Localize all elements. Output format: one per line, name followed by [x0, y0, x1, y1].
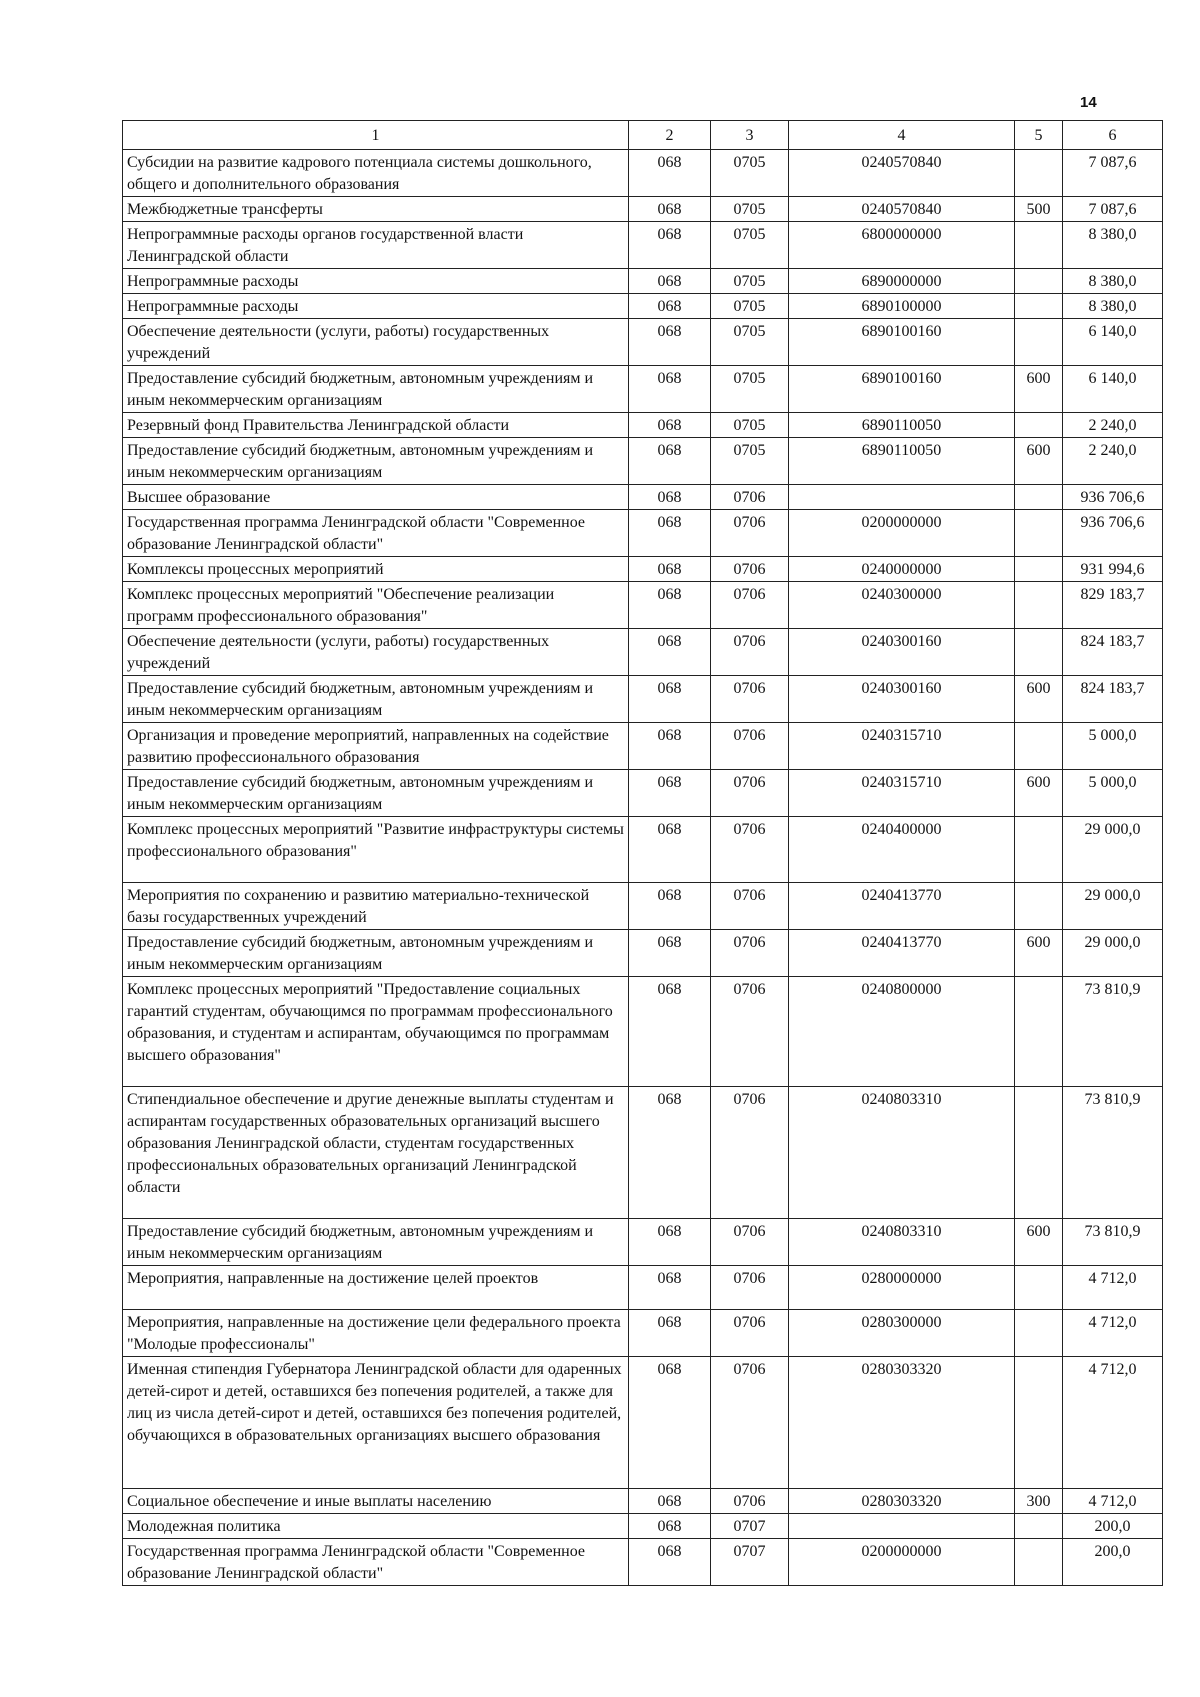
cell-name: Предоставление субсидий бюджетным, автономным учреждениям и иным некоммерческим организациям — [123, 770, 629, 817]
cell-sum: 29 000,0 — [1063, 930, 1163, 977]
cell-grbs: 068 — [629, 222, 711, 269]
table-row — [123, 1219, 1163, 1266]
cell-section: 0706 — [711, 1489, 789, 1514]
table-row — [123, 930, 1163, 977]
cell-expense-type — [1015, 1539, 1063, 1586]
cell-expense-type: 600 — [1015, 438, 1063, 485]
table-row — [123, 1539, 1163, 1586]
cell-section: 0706 — [711, 1310, 789, 1357]
cell-section: 0706 — [711, 557, 789, 582]
cell-target: 0280303320 — [789, 1357, 1015, 1489]
cell-expense-type — [1015, 269, 1063, 294]
cell-grbs: 068 — [629, 1219, 711, 1266]
cell-target: 6890100000 — [789, 294, 1015, 319]
cell-expense-type — [1015, 629, 1063, 676]
table-row — [123, 817, 1163, 883]
cell-grbs: 068 — [629, 269, 711, 294]
cell-section: 0705 — [711, 150, 789, 197]
cell-grbs: 068 — [629, 557, 711, 582]
table-row — [123, 582, 1163, 629]
cell-name: Комплекс процессных мероприятий "Обеспечение реализации программ профессионального образования" — [123, 582, 629, 629]
cell-target: 0240803310 — [789, 1087, 1015, 1219]
cell-grbs: 068 — [629, 770, 711, 817]
cell-name: Комплекс процессных мероприятий "Предоставление социальных гарантий студентам, обучающимся по программам профессионального образования, и студентам и аспирантам, обучающимся по программам высшего образования" — [123, 977, 629, 1087]
cell-grbs: 068 — [629, 438, 711, 485]
cell-target — [789, 1514, 1015, 1539]
cell-name: Резервный фонд Правительства Ленинградской области — [123, 413, 629, 438]
cell-name: Высшее образование — [123, 485, 629, 510]
cell-section: 0706 — [711, 676, 789, 723]
cell-target: 0240400000 — [789, 817, 1015, 883]
cell-target: 0200000000 — [789, 510, 1015, 557]
cell-target: 0280300000 — [789, 1310, 1015, 1357]
cell-name: Предоставление субсидий бюджетным, автономным учреждениям и иным некоммерческим организациям — [123, 438, 629, 485]
cell-expense-type — [1015, 723, 1063, 770]
table-row — [123, 510, 1163, 557]
cell-section: 0706 — [711, 629, 789, 676]
cell-sum: 5 000,0 — [1063, 723, 1163, 770]
cell-grbs: 068 — [629, 629, 711, 676]
table-row — [123, 629, 1163, 676]
table-row — [123, 723, 1163, 770]
cell-sum: 8 380,0 — [1063, 269, 1163, 294]
cell-sum: 824 183,7 — [1063, 629, 1163, 676]
cell-sum: 936 706,6 — [1063, 485, 1163, 510]
cell-target — [789, 485, 1015, 510]
cell-expense-type: 600 — [1015, 676, 1063, 723]
cell-sum: 6 140,0 — [1063, 319, 1163, 366]
cell-target: 0240000000 — [789, 557, 1015, 582]
cell-grbs: 068 — [629, 1310, 711, 1357]
cell-sum: 73 810,9 — [1063, 1219, 1163, 1266]
cell-expense-type — [1015, 510, 1063, 557]
cell-expense-type — [1015, 150, 1063, 197]
cell-grbs: 068 — [629, 676, 711, 723]
cell-grbs: 068 — [629, 817, 711, 883]
cell-section: 0706 — [711, 770, 789, 817]
cell-sum: 6 140,0 — [1063, 366, 1163, 413]
table-row — [123, 222, 1163, 269]
cell-expense-type — [1015, 222, 1063, 269]
cell-name: Социальное обеспечение и иные выплаты населению — [123, 1489, 629, 1514]
cell-name: Обеспечение деятельности (услуги, работы) государственных учреждений — [123, 629, 629, 676]
cell-sum: 73 810,9 — [1063, 1087, 1163, 1219]
cell-sum: 7 087,6 — [1063, 197, 1163, 222]
cell-name: Предоставление субсидий бюджетным, автономным учреждениям и иным некоммерческим организациям — [123, 366, 629, 413]
table-row — [123, 197, 1163, 222]
cell-sum: 7 087,6 — [1063, 150, 1163, 197]
cell-expense-type — [1015, 294, 1063, 319]
cell-section: 0706 — [711, 582, 789, 629]
cell-name: Стипендиальное обеспечение и другие денежные выплаты студентам и аспирантам государственных образовательных организаций высшего образования Ленинградской области, студентам государственных профессиональных образовательных организаций Ленинградской области — [123, 1087, 629, 1219]
cell-target: 6890100160 — [789, 319, 1015, 366]
table-row — [123, 557, 1163, 582]
cell-section: 0705 — [711, 413, 789, 438]
cell-section: 0705 — [711, 294, 789, 319]
cell-section: 0706 — [711, 1266, 789, 1310]
cell-grbs: 068 — [629, 197, 711, 222]
cell-section: 0707 — [711, 1514, 789, 1539]
table-row — [123, 1310, 1163, 1357]
cell-grbs: 068 — [629, 883, 711, 930]
cell-target: 6890000000 — [789, 269, 1015, 294]
cell-sum: 73 810,9 — [1063, 977, 1163, 1087]
cell-target: 6890100160 — [789, 366, 1015, 413]
cell-sum: 200,0 — [1063, 1514, 1163, 1539]
cell-target: 0200000000 — [789, 1539, 1015, 1586]
cell-section: 0705 — [711, 319, 789, 366]
cell-name: Предоставление субсидий бюджетным, автономным учреждениям и иным некоммерческим организациям — [123, 1219, 629, 1266]
cell-sum: 824 183,7 — [1063, 676, 1163, 723]
cell-section: 0706 — [711, 817, 789, 883]
cell-name: Субсидии на развитие кадрового потенциала системы дошкольного, общего и дополнительного образования — [123, 150, 629, 197]
table-header-row — [123, 121, 1163, 150]
cell-target: 6890110050 — [789, 413, 1015, 438]
budget-table — [122, 120, 1163, 1586]
cell-section: 0706 — [711, 1219, 789, 1266]
cell-section: 0706 — [711, 883, 789, 930]
cell-sum: 8 380,0 — [1063, 294, 1163, 319]
cell-target: 0240570840 — [789, 150, 1015, 197]
cell-name: Предоставление субсидий бюджетным, автономным учреждениям и иным некоммерческим организациям — [123, 930, 629, 977]
cell-grbs: 068 — [629, 1489, 711, 1514]
cell-grbs: 068 — [629, 723, 711, 770]
cell-grbs: 068 — [629, 1514, 711, 1539]
cell-expense-type: 300 — [1015, 1489, 1063, 1514]
table-row — [123, 366, 1163, 413]
cell-sum: 936 706,6 — [1063, 510, 1163, 557]
cell-sum: 4 712,0 — [1063, 1489, 1163, 1514]
cell-expense-type — [1015, 1087, 1063, 1219]
cell-name: Государственная программа Ленинградской области "Современное образование Ленинградской области" — [123, 1539, 629, 1586]
cell-target: 0240300000 — [789, 582, 1015, 629]
header-col-5: 5 — [1015, 121, 1063, 150]
cell-name: Непрограммные расходы — [123, 269, 629, 294]
cell-grbs: 068 — [629, 1357, 711, 1489]
header-col-3: 3 — [711, 121, 789, 150]
cell-name: Мероприятия, направленные на достижение цели федерального проекта "Молодые профессионалы" — [123, 1310, 629, 1357]
cell-section: 0706 — [711, 1357, 789, 1489]
cell-name: Предоставление субсидий бюджетным, автономным учреждениям и иным некоммерческим организациям — [123, 676, 629, 723]
cell-sum: 8 380,0 — [1063, 222, 1163, 269]
cell-expense-type — [1015, 413, 1063, 438]
cell-grbs: 068 — [629, 1266, 711, 1310]
cell-name: Комплекс процессных мероприятий "Развитие инфраструктуры системы профессионального образования" — [123, 817, 629, 883]
cell-grbs: 068 — [629, 413, 711, 438]
cell-grbs: 068 — [629, 319, 711, 366]
cell-name: Непрограммные расходы органов государственной власти Ленинградской области — [123, 222, 629, 269]
table-row — [123, 1087, 1163, 1219]
cell-target: 0240413770 — [789, 883, 1015, 930]
page-number: 14 — [1080, 94, 1097, 111]
cell-target: 0240300160 — [789, 629, 1015, 676]
cell-section: 0706 — [711, 1087, 789, 1219]
cell-grbs: 068 — [629, 294, 711, 319]
cell-expense-type: 600 — [1015, 366, 1063, 413]
cell-grbs: 068 — [629, 582, 711, 629]
table-row — [123, 676, 1163, 723]
cell-expense-type — [1015, 977, 1063, 1087]
cell-section: 0706 — [711, 485, 789, 510]
cell-expense-type — [1015, 319, 1063, 366]
cell-section: 0706 — [711, 977, 789, 1087]
cell-sum: 4 712,0 — [1063, 1310, 1163, 1357]
table-row — [123, 269, 1163, 294]
cell-target: 0280000000 — [789, 1266, 1015, 1310]
cell-name: Обеспечение деятельности (услуги, работы) государственных учреждений — [123, 319, 629, 366]
cell-expense-type: 600 — [1015, 1219, 1063, 1266]
table-row — [123, 485, 1163, 510]
cell-section: 0705 — [711, 269, 789, 294]
cell-expense-type — [1015, 883, 1063, 930]
cell-name: Комплексы процессных мероприятий — [123, 557, 629, 582]
cell-name: Мероприятия по сохранению и развитию материально-технической базы государственных учреждений — [123, 883, 629, 930]
header-col-2: 2 — [629, 121, 711, 150]
table-row — [123, 413, 1163, 438]
cell-grbs: 068 — [629, 510, 711, 557]
table-row — [123, 1266, 1163, 1310]
cell-sum: 4 712,0 — [1063, 1266, 1163, 1310]
header-col-1: 1 — [123, 121, 629, 150]
cell-expense-type — [1015, 1514, 1063, 1539]
cell-target: 0240300160 — [789, 676, 1015, 723]
cell-section: 0706 — [711, 723, 789, 770]
table-row — [123, 1489, 1163, 1514]
cell-sum: 200,0 — [1063, 1539, 1163, 1586]
cell-section: 0706 — [711, 510, 789, 557]
cell-name: Непрограммные расходы — [123, 294, 629, 319]
cell-expense-type — [1015, 582, 1063, 629]
cell-target: 0240315710 — [789, 770, 1015, 817]
cell-target: 6800000000 — [789, 222, 1015, 269]
cell-grbs: 068 — [629, 366, 711, 413]
cell-section: 0707 — [711, 1539, 789, 1586]
cell-expense-type: 600 — [1015, 770, 1063, 817]
cell-grbs: 068 — [629, 485, 711, 510]
cell-sum: 829 183,7 — [1063, 582, 1163, 629]
cell-name: Межбюджетные трансферты — [123, 197, 629, 222]
cell-target: 0240570840 — [789, 197, 1015, 222]
cell-section: 0705 — [711, 366, 789, 413]
cell-sum: 29 000,0 — [1063, 817, 1163, 883]
table-row — [123, 977, 1163, 1087]
table-row — [123, 319, 1163, 366]
cell-target: 0240413770 — [789, 930, 1015, 977]
cell-name: Именная стипендия Губернатора Ленинградской области для одаренных детей-сирот и детей, оставшихся без попечения родителей, а также для лиц из числа детей-сирот и детей, оставшихся без попечения родителей, обучающихся в образовательных организациях высшего образования — [123, 1357, 629, 1489]
cell-expense-type: 600 — [1015, 930, 1063, 977]
header-col-6: 6 — [1063, 121, 1163, 150]
cell-sum: 2 240,0 — [1063, 438, 1163, 485]
cell-expense-type — [1015, 485, 1063, 510]
cell-section: 0705 — [711, 222, 789, 269]
cell-expense-type — [1015, 1310, 1063, 1357]
cell-name: Мероприятия, направленные на достижение целей проектов — [123, 1266, 629, 1310]
cell-grbs: 068 — [629, 930, 711, 977]
cell-target: 6890110050 — [789, 438, 1015, 485]
cell-section: 0706 — [711, 930, 789, 977]
cell-sum: 931 994,6 — [1063, 557, 1163, 582]
cell-expense-type — [1015, 557, 1063, 582]
table-row — [123, 770, 1163, 817]
cell-grbs: 068 — [629, 977, 711, 1087]
cell-expense-type: 500 — [1015, 197, 1063, 222]
cell-target: 0240800000 — [789, 977, 1015, 1087]
cell-target: 0240803310 — [789, 1219, 1015, 1266]
cell-sum: 29 000,0 — [1063, 883, 1163, 930]
table-row — [123, 150, 1163, 197]
cell-grbs: 068 — [629, 1539, 711, 1586]
header-col-4: 4 — [789, 121, 1015, 150]
table-row — [123, 1514, 1163, 1539]
cell-name: Государственная программа Ленинградской области "Современное образование Ленинградской области" — [123, 510, 629, 557]
cell-target: 0280303320 — [789, 1489, 1015, 1514]
table-row — [123, 294, 1163, 319]
table-row — [123, 883, 1163, 930]
cell-expense-type — [1015, 1357, 1063, 1489]
table-row — [123, 1357, 1163, 1489]
cell-expense-type — [1015, 817, 1063, 883]
cell-section: 0705 — [711, 197, 789, 222]
cell-expense-type — [1015, 1266, 1063, 1310]
cell-sum: 2 240,0 — [1063, 413, 1163, 438]
cell-sum: 5 000,0 — [1063, 770, 1163, 817]
cell-section: 0705 — [711, 438, 789, 485]
cell-sum: 4 712,0 — [1063, 1357, 1163, 1489]
cell-grbs: 068 — [629, 150, 711, 197]
table-row — [123, 438, 1163, 485]
cell-name: Молодежная политика — [123, 1514, 629, 1539]
cell-name: Организация и проведение мероприятий, направленных на содействие развитию профессионального образования — [123, 723, 629, 770]
cell-target: 0240315710 — [789, 723, 1015, 770]
cell-grbs: 068 — [629, 1087, 711, 1219]
